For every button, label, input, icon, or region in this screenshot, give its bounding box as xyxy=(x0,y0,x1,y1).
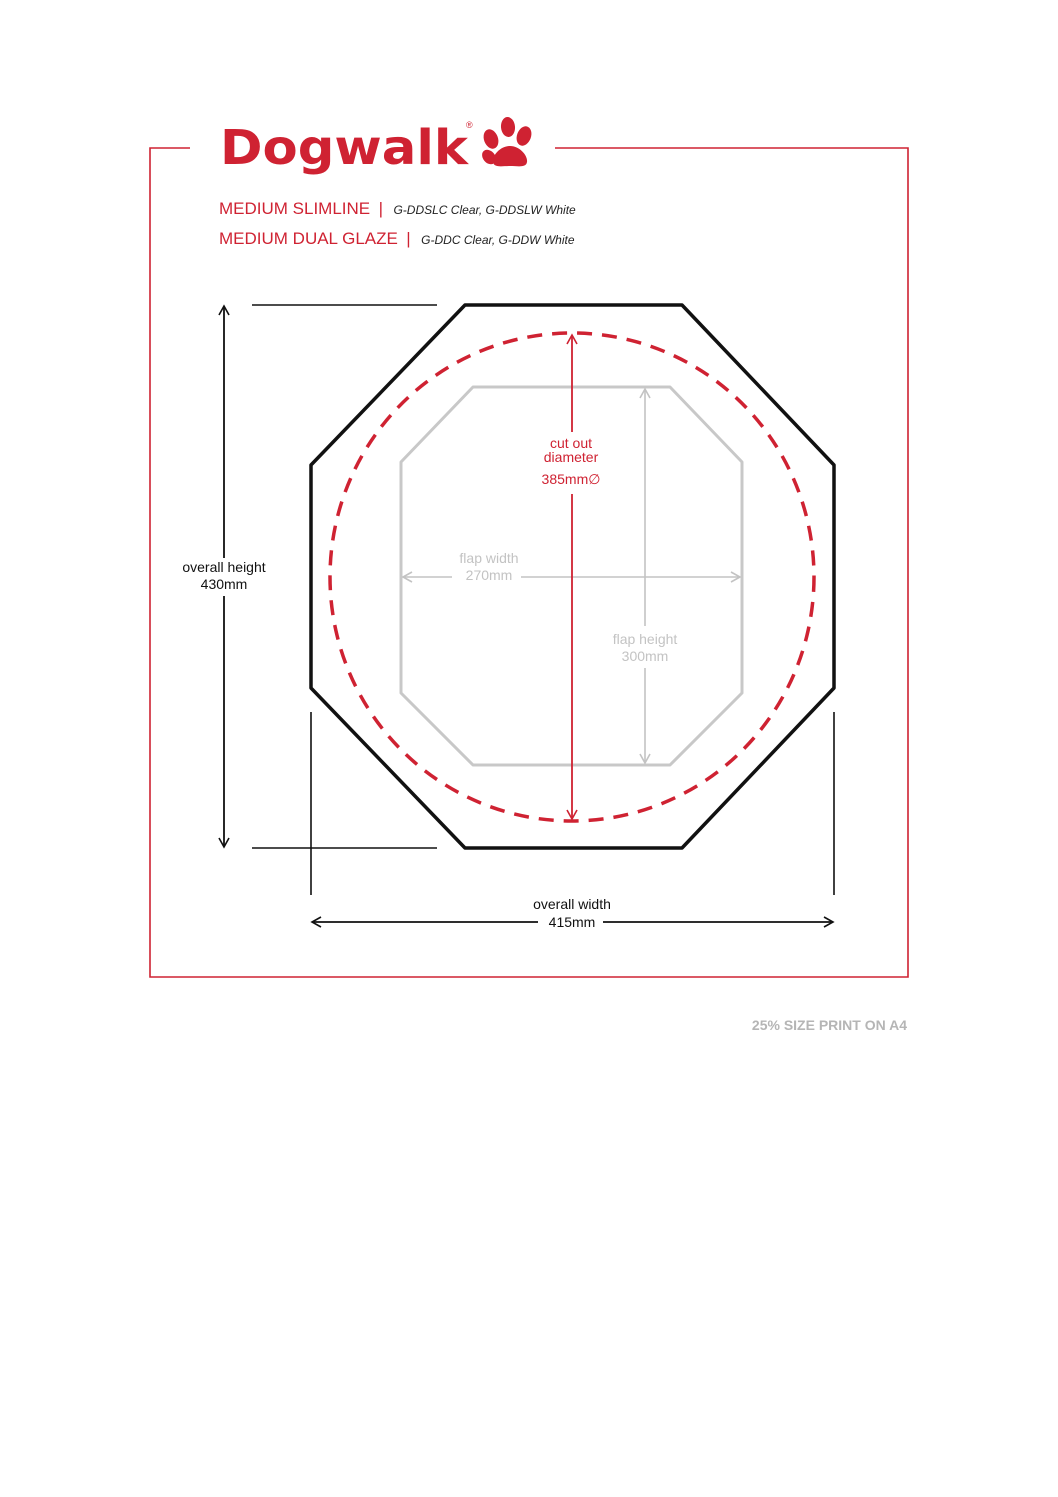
print-scale-note: 25% SIZE PRINT ON A4 xyxy=(751,1017,907,1033)
registered-mark: ® xyxy=(466,120,473,130)
paw-print-icon xyxy=(479,116,534,167)
brand-name: Dogwalk xyxy=(220,120,470,176)
cut-out-value: 385mm∅ xyxy=(541,471,601,487)
product-codes: G-DDC Clear, G-DDW White xyxy=(421,233,575,247)
cut-out-label-line1: cut out xyxy=(549,435,593,451)
product-separator: | xyxy=(378,199,384,218)
overall-width-value: 415mm xyxy=(548,914,596,930)
brand-logo xyxy=(220,116,534,176)
overall-height-label: overall height xyxy=(182,559,266,575)
product-name: MEDIUM DUAL GLAZE xyxy=(219,229,398,248)
overall-height-value: 430mm xyxy=(200,576,248,592)
overall-width-label: overall width xyxy=(533,896,611,912)
product-line-dual-glaze xyxy=(219,229,575,248)
product-separator: | xyxy=(406,229,411,248)
flap-width-value: 270mm xyxy=(465,567,513,583)
flap-height-value: 300mm xyxy=(621,648,669,664)
flap-height-label: flap height xyxy=(612,631,678,647)
product-codes: G-DDSLC Clear, G-DDSLW White xyxy=(393,203,576,217)
product-line-slimline xyxy=(219,199,576,218)
product-name: MEDIUM SLIMLINE xyxy=(219,199,371,218)
flap-width-label: flap width xyxy=(459,550,519,566)
cut-out-label-line2: diameter xyxy=(543,449,599,465)
